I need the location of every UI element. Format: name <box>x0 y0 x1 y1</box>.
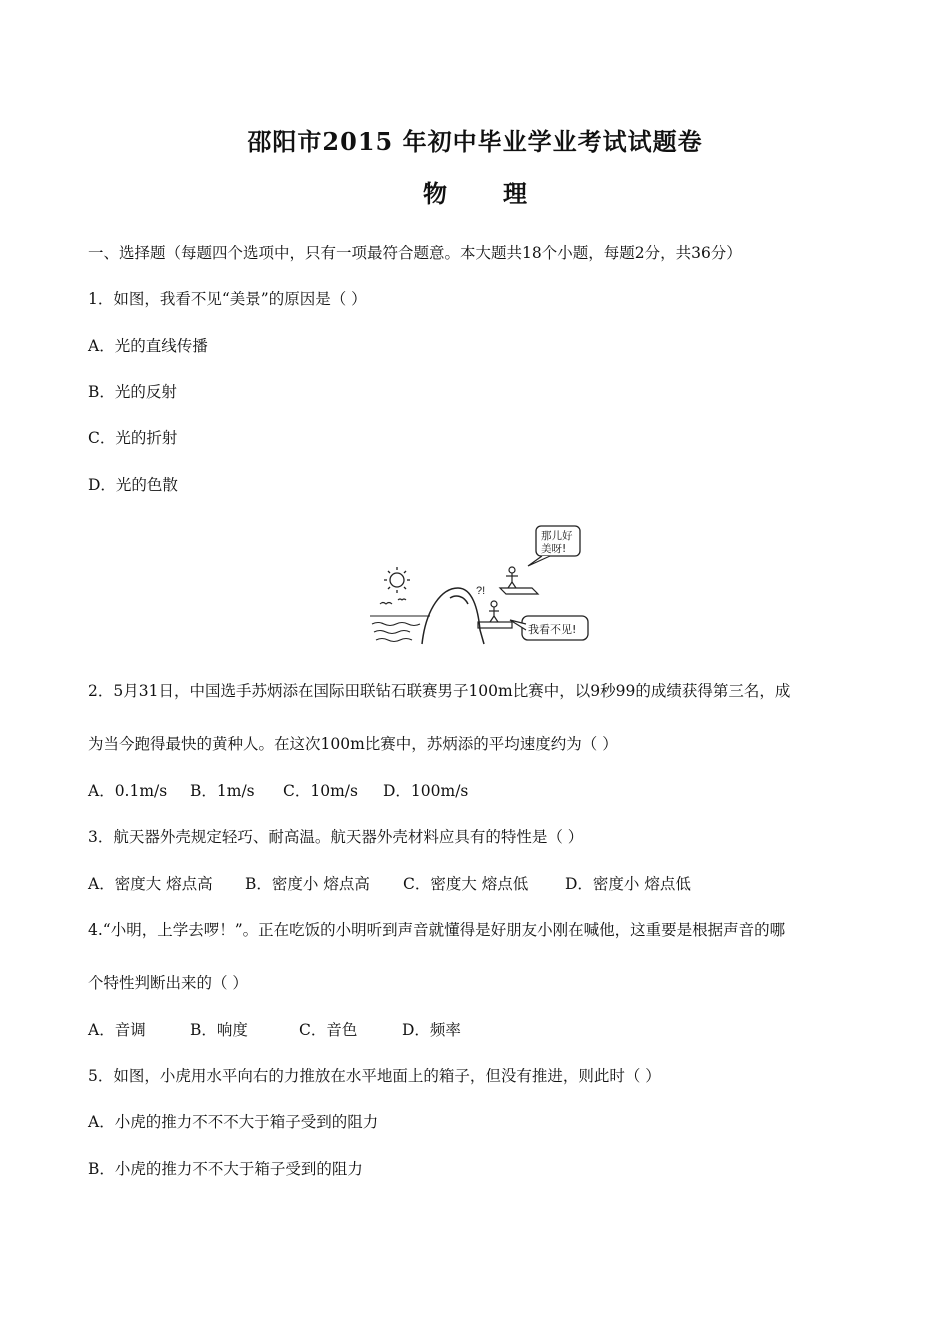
exam-title: 邵阳市2015 年初中毕业学业考试试题卷 <box>247 127 703 156</box>
question-1-figure <box>360 512 592 648</box>
question-3-option-c: C．密度大 熔点低 <box>403 875 529 893</box>
question-4-stem-line-2: 个特性判断出来的（ ） <box>88 974 248 992</box>
question-4-option-d: D．频率 <box>402 1021 461 1039</box>
person-low-icon <box>478 601 512 628</box>
question-1-option-c: C．光的折射 <box>88 429 178 447</box>
question-2-stem-line-2: 为当今跑得最快的黄种人。在这次100m比赛中，苏炳添的平均速度约为（ ） <box>88 735 618 753</box>
sun-icon <box>384 567 410 593</box>
scenery-illustration <box>360 512 592 648</box>
speech-bubble-top <box>528 526 580 566</box>
question-4-options <box>88 1018 461 1040</box>
question-5-option-a: A．小虎的推力不不不大于箱子受到的阻力 <box>88 1113 379 1131</box>
subject-char-2: 理 <box>503 179 527 208</box>
mountain-icon <box>422 588 484 644</box>
question-2-option-b: B．1m/s <box>190 782 255 800</box>
subject-char-1: 物 <box>423 179 447 208</box>
question-4-option-b: B．响度 <box>190 1021 248 1039</box>
question-5-option-b: B．小虎的推力不不大于箱子受到的阻力 <box>88 1160 363 1178</box>
svg-text:美呀!: 美呀! <box>541 543 567 555</box>
question-2-options <box>88 779 468 801</box>
question-2-option-d: D．100m/s <box>383 782 469 800</box>
svg-text:我看不见!: 我看不见! <box>528 623 577 636</box>
birds-icon <box>380 599 406 604</box>
speech-bubble-bottom <box>510 616 588 640</box>
question-1-option-d: D．光的色散 <box>88 476 178 494</box>
question-4-stem-line-1: 4.“小明，上学去啰！”。正在吃饭的小明听到声音就懂得是好朋友小刚在喊他，这重要是根据声音的哪 <box>88 921 786 939</box>
section-heading: 一、选择题（每题四个选项中，只有一项最符合题意。本大题共18个小题，每题2分，共36分） <box>88 244 742 262</box>
svg-text:那儿好: 那儿好 <box>541 530 573 542</box>
question-2-option-a: A．0.1m/s <box>88 782 168 800</box>
question-1-option-a: A．光的直线传播 <box>88 337 208 355</box>
question-5-stem: 5．如图，小虎用水平向右的力推放在水平地面上的箱子，但没有推进，则此时（ ） <box>88 1067 661 1085</box>
subject-title <box>0 174 950 209</box>
question-3-option-a: A．密度大 熔点高 <box>88 875 213 893</box>
question-3-options <box>88 872 691 894</box>
question-marks: ?! <box>476 585 486 597</box>
question-3-option-d: D．密度小 熔点低 <box>565 875 691 893</box>
sea-icon <box>370 616 430 642</box>
question-3-option-b: B．密度小 熔点高 <box>245 875 370 893</box>
person-high-icon <box>500 567 538 594</box>
question-1-option-b: B．光的反射 <box>88 383 177 401</box>
question-4-option-a: A．音调 <box>88 1021 146 1039</box>
question-4-option-c: C．音色 <box>299 1021 358 1039</box>
question-3-stem: 3．航天器外壳规定轻巧、耐高温。航天器外壳材料应具有的特性是（ ） <box>88 828 584 846</box>
question-2-option-c: C．10m/s <box>283 782 358 800</box>
question-1-stem: 1．如图，我看不见“美景”的原因是（ ） <box>88 290 367 308</box>
question-2-stem-line-1: 2．5月31日，中国选手苏炳添在国际田联钻石联赛男子100m比赛中，以9秒99的成绩获得第三名，成 <box>88 682 791 700</box>
